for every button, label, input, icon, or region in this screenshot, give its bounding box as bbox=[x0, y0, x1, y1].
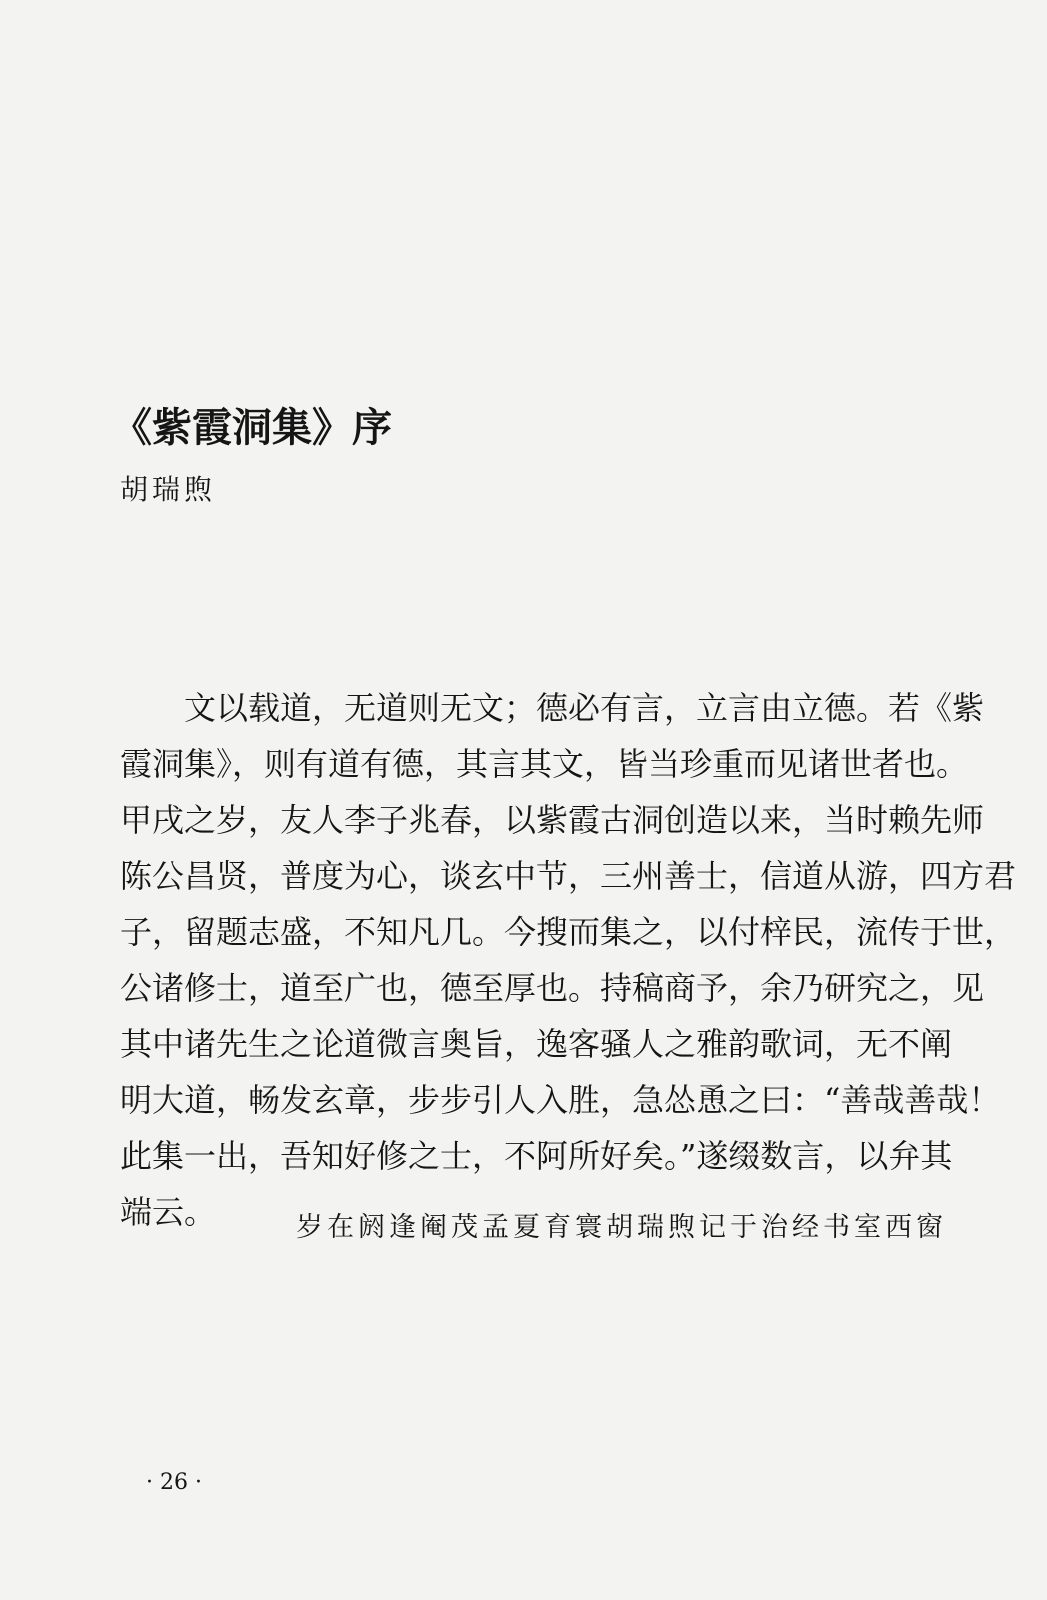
body-line: 甲戌之岁，友人李子兆春，以紫霞古洞创造以来，当时赖先师 bbox=[120, 801, 985, 839]
signature-line: 岁在阏逢阉茂孟夏育寰胡瑞煦记于治经书室西窗 bbox=[296, 1212, 947, 1243]
preface-body bbox=[120, 680, 1017, 1240]
body-line: 此集一出，吾知好修之士，不阿所好矣。”遂缀数言，以弁其 bbox=[120, 1137, 953, 1175]
body-line: 明大道，畅发玄章，步步引人入胜，急怂恿之曰：“善哉善哉！ bbox=[120, 1081, 1001, 1119]
body-line: 公诸修士，道至广也，德至厚也。持稿商予，余乃研究之，见 bbox=[120, 969, 985, 1007]
body-line: 其中诸先生之论道微言奥旨，逸客骚人之雅韵歌词，无不阐 bbox=[120, 1025, 953, 1063]
author-name: 胡瑞煦 bbox=[120, 473, 217, 506]
page-number: · 26 · bbox=[146, 1470, 202, 1495]
body-line: 子，留题志盛，不知凡几。今搜而集之，以付梓民，流传于世， bbox=[120, 913, 1017, 951]
body-line: 陈公昌贤，普度为心，谈玄中节，三州善士，信道从游，四方君 bbox=[120, 857, 1017, 895]
body-line: 文以载道，无道则无文；德必有言，立言由立德。若《紫 bbox=[184, 689, 985, 727]
body-line: 霞洞集》，则有道有德，其言其文，皆当珍重而见诸世者也。 bbox=[120, 745, 969, 783]
body-line: 端云。 bbox=[120, 1193, 217, 1231]
page-title: 《紫霞洞集》序 bbox=[112, 404, 392, 451]
